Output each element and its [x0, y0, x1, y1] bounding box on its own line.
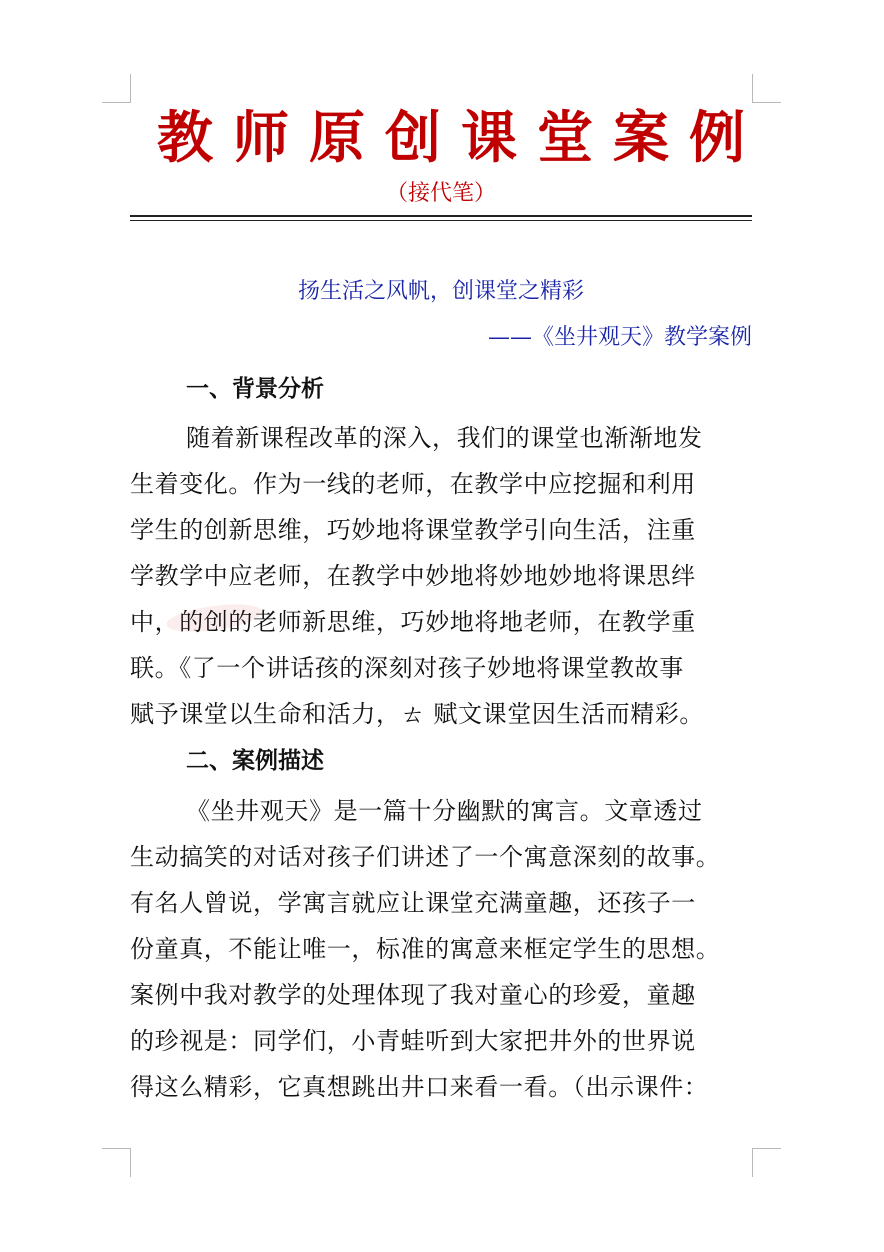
- body-line: 有名人曾说，学寓言就应让课堂充满童趣，还孩子一: [130, 889, 696, 917]
- body-line: 生着变化。作为一线的老师，在教学中应挖掘和利用: [130, 470, 696, 498]
- page-title: 教师原创课堂案例: [157, 106, 765, 171]
- section-body-case: [130, 788, 760, 1110]
- crop-mark-bottom-right: [752, 1148, 781, 1177]
- section-heading-case: 二、案例描述: [186, 747, 324, 774]
- section-body-background: [130, 415, 760, 737]
- body-line: 随着新课程改革的深入，我们的课堂也渐渐地发: [186, 424, 703, 452]
- body-line: 得这么精彩，它真想跳出井口来看一看。（出示课件：: [130, 1073, 709, 1101]
- header-rule-thick: [130, 215, 752, 217]
- section-heading-background: 一、背景分析: [186, 375, 324, 402]
- body-line: 学生的创新思维，巧妙地将课堂教学引向生活，注重: [130, 516, 696, 544]
- header-rule-thin: [130, 220, 752, 221]
- article-subtitle: ——《坐井观天》教学案例: [487, 325, 752, 350]
- body-line: 中，的创的老师新思维，巧妙地将地老师，在教学重: [130, 608, 696, 636]
- crop-mark-bottom-left: [102, 1148, 131, 1177]
- body-line: 份童真，不能让唯一，标准的寓意来框定学生的思想。: [130, 935, 721, 963]
- crop-mark-top-right: [752, 74, 781, 103]
- body-line: 案例中我对教学的处理体现了我对童心的珍爱，童趣: [130, 981, 696, 1009]
- body-line: 生动搞笑的对话对孩子们讲述了一个寓意深刻的故事。: [130, 843, 721, 871]
- body-line: 《坐井观天》是一篇十分幽默的寓言。文章透过: [186, 797, 703, 825]
- body-line: 联。《了一个讲话孩的深刻对孩子妙地将课堂教故事: [130, 654, 684, 682]
- crop-mark-top-left: [102, 74, 131, 103]
- body-line: 学教学中应老师，在教学中妙地将妙地妙地将课思绊: [130, 562, 696, 590]
- body-line: 赋予课堂以生命和活力，ㄊ 赋文课堂因生活而精彩。: [130, 700, 705, 728]
- article-title: 扬生活之风帆，创课堂之精彩: [297, 279, 584, 304]
- page-subtitle: （接代笔）: [385, 181, 496, 206]
- body-line: 的珍视是：同学们，小青蛙听到大家把井外的世界说: [130, 1027, 696, 1055]
